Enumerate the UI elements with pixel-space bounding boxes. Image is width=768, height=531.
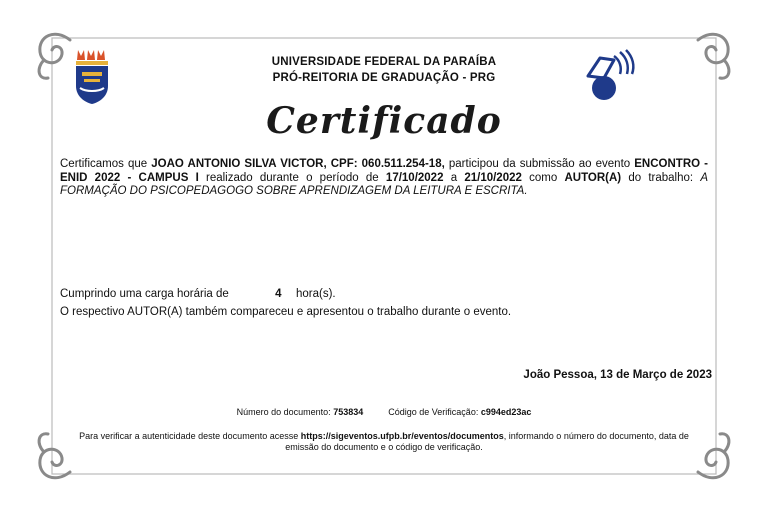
body-a: a — [450, 171, 458, 184]
verification-code: c994ed23ac — [480, 407, 532, 417]
participant-name-cpf: JOAO ANTONIO SILVA VICTOR, CPF: 060.511.254-18, — [151, 158, 445, 170]
certificate-body — [60, 158, 708, 199]
prg-logo — [584, 48, 636, 104]
document-info — [0, 407, 768, 417]
work-title: A FORMAÇÃO DO PSICOPEDAGOGO SOBRE APRENDIZAGEM DA LEITURA E ESCRITA. — [60, 171, 708, 197]
workload-line — [60, 288, 336, 300]
document-number-label: Número do documento: — [236, 407, 331, 417]
body-prefix: Certificamos que — [60, 158, 148, 170]
date-start: 17/10/2022 — [385, 171, 444, 184]
verify-suffix: , informando o número do documento, data de emissão do documento e o código de verificação. — [285, 431, 689, 452]
place-and-date: João Pessoa, 13 de Março de 2023 — [523, 369, 712, 381]
university-crest-logo — [72, 48, 112, 106]
body-como: como — [529, 171, 558, 184]
verification-code-label: Código de Verificação: — [388, 407, 479, 417]
university-name: UNIVERSIDADE FEDERAL DA PARAÍBA — [271, 56, 497, 68]
document-number: 753834 — [333, 407, 364, 417]
verify-prefix: Para verificar a autenticidade deste documento acesse — [79, 431, 299, 441]
body-mid: participou da submissão ao evento — [448, 158, 631, 170]
body-trabalho: do trabalho: — [628, 171, 694, 184]
participant-role: AUTOR(A) — [564, 171, 622, 184]
department-name: PRÓ-REITORIA DE GRADUAÇÃO - PRG — [272, 72, 496, 84]
verification-url-link[interactable]: https://sigeventos.ufpb.br/eventos/documentos — [300, 431, 504, 441]
certificate-title: Certificado — [266, 100, 502, 142]
workload-hours: 4 — [275, 288, 282, 300]
attendance-statement: O respectivo AUTOR(A) também compareceu e apresentou o trabalho durante o evento. — [60, 306, 512, 318]
verification-instructions — [70, 431, 698, 453]
body-period: realizado durante o período de — [205, 171, 379, 184]
workload-label: Cumprindo uma carga horária de — [60, 288, 229, 300]
event-name: ENCONTRO - ENID 2022 - CAMPUS I — [60, 158, 708, 184]
workload-unit: hora(s). — [295, 288, 336, 300]
date-end: 21/10/2022 — [464, 171, 522, 184]
